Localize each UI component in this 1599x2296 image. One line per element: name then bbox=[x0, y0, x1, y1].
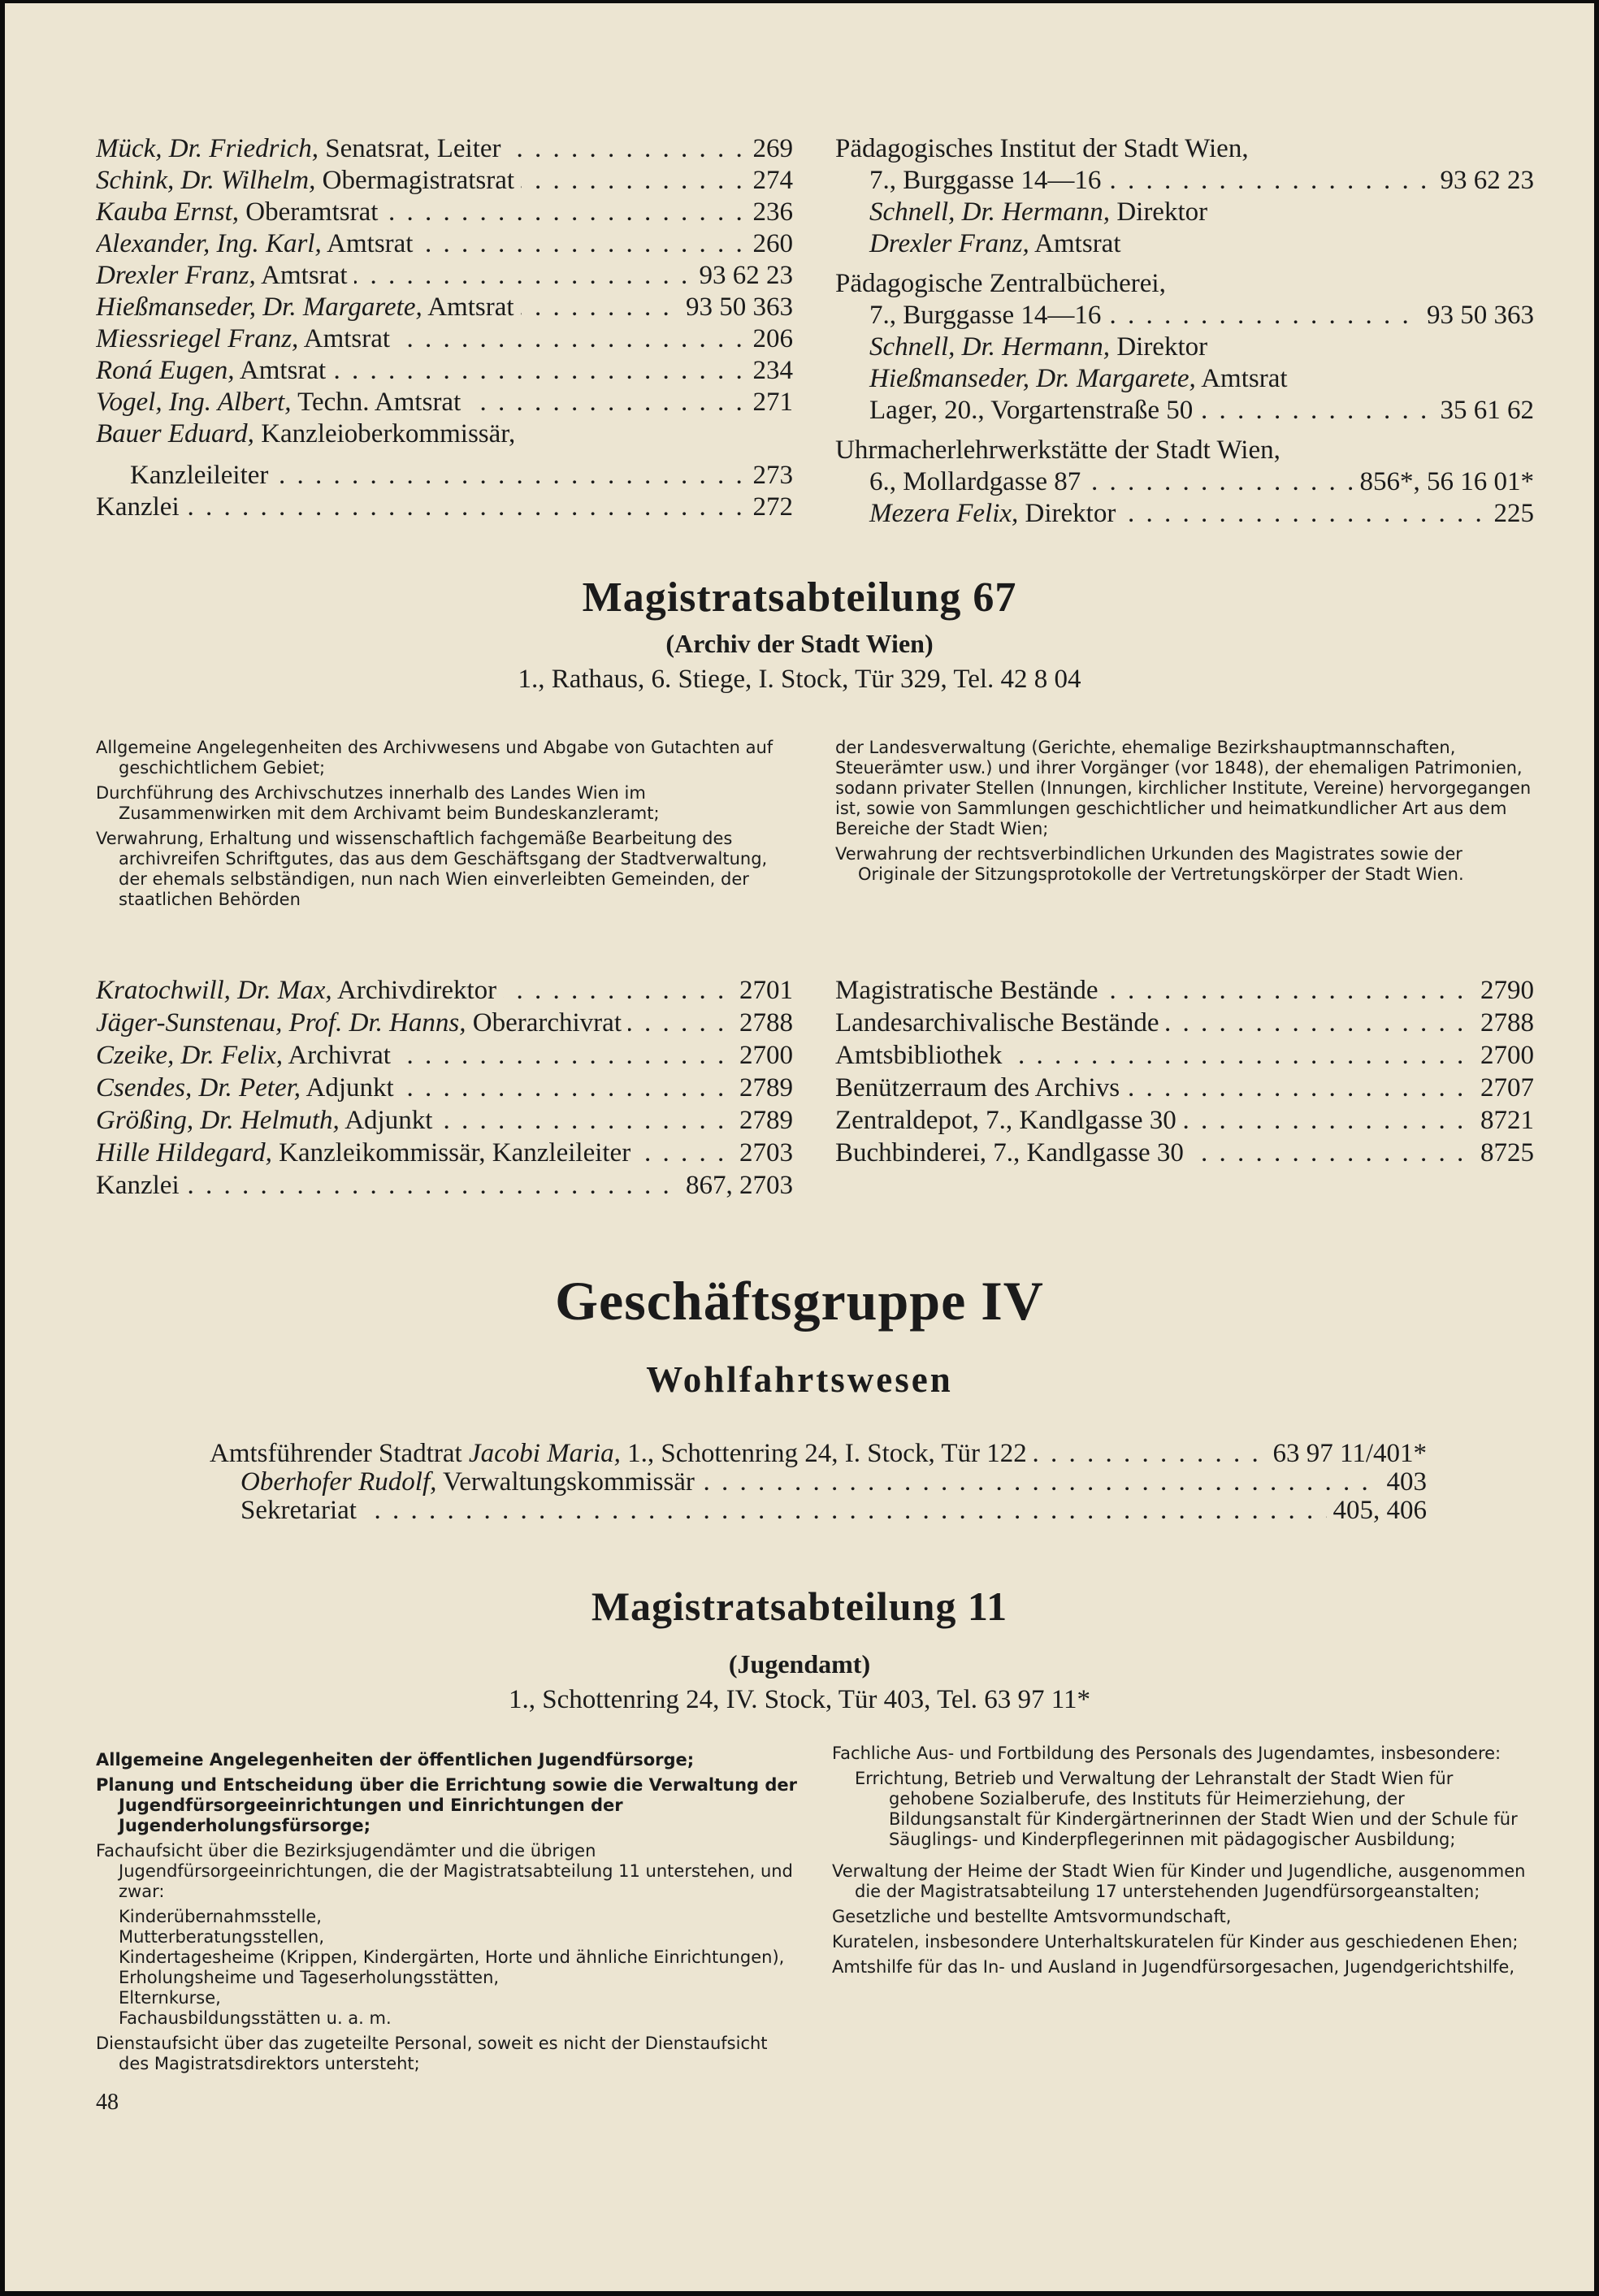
entry-number: 2703 bbox=[733, 1137, 793, 1169]
gg4-title: Geschäftsgruppe IV bbox=[555, 1270, 1044, 1332]
entry-number: 8721 bbox=[1474, 1104, 1534, 1137]
entry-row bbox=[96, 197, 793, 228]
entry-number: 206 bbox=[747, 323, 794, 355]
entry-label bbox=[835, 1039, 1008, 1072]
entry-text: Adjunkt bbox=[339, 1106, 433, 1135]
entry-row bbox=[96, 974, 793, 1007]
entry-name: Hille Hildegard, bbox=[96, 1138, 272, 1167]
entry-row bbox=[835, 300, 1534, 331]
entry-label bbox=[835, 1104, 1183, 1137]
ma11-duties-left bbox=[96, 1750, 800, 2079]
entry-text: Magistratische Bestände bbox=[835, 976, 1098, 1005]
entry-text: Zentraldepot, 7., Kandlgasse 30 bbox=[835, 1106, 1176, 1135]
top-right-list bbox=[835, 133, 1534, 530]
entry-label bbox=[835, 268, 1172, 300]
entry-text: Lager, 20., Vorgartenstraße 50 bbox=[869, 396, 1194, 425]
entry-row bbox=[96, 1137, 793, 1169]
entry-label bbox=[96, 492, 186, 523]
entry-name: Bauer Eduard, bbox=[96, 419, 254, 448]
entry-row bbox=[96, 228, 793, 260]
entry-text: Oberamtsrat bbox=[239, 197, 379, 227]
entry-label bbox=[96, 460, 275, 492]
entry-row bbox=[96, 355, 793, 387]
entry-label bbox=[96, 323, 396, 355]
ma67-staff-right bbox=[835, 974, 1534, 1169]
gg4-subtitle: Wohlfahrtswesen bbox=[646, 1359, 953, 1400]
duty: Planung und Entscheidung über die Errichtung sowie die Verwaltung der Jugendfürsorgeeinrichtungen und Einrichtungen der Jugenderholungsfürsorge; bbox=[96, 1775, 798, 1835]
entry-text: Kanzleikommissär, Kanzleileiter bbox=[271, 1138, 631, 1167]
entry-number: 2700 bbox=[1474, 1039, 1534, 1072]
entry-prefix: Amtsführender Stadtrat bbox=[210, 1440, 469, 1468]
ma67-duties-left bbox=[96, 738, 791, 915]
entry-label bbox=[835, 1137, 1190, 1169]
entry-name: Mezera Felix, bbox=[869, 499, 1019, 528]
entry-text: Direktor bbox=[1110, 332, 1208, 362]
entry-number: 867, 2703 bbox=[679, 1169, 793, 1202]
entry-label bbox=[835, 498, 1122, 530]
entry-text: Archivdirektor bbox=[332, 976, 497, 1005]
entry-name: Roná Eugen, bbox=[96, 356, 235, 385]
entry-label bbox=[835, 197, 1214, 228]
entry-row bbox=[835, 197, 1534, 228]
entry-label bbox=[835, 974, 1105, 1007]
page-number: 48 bbox=[96, 2090, 119, 2115]
duty: Amtshilfe für das In- und Ausland in Jugendfürsorgesachen, Jugendgerichtshilfe, bbox=[832, 1957, 1515, 1977]
entry-row bbox=[96, 460, 793, 492]
entry-text: Verwaltungskommissär bbox=[436, 1468, 695, 1497]
entry-label bbox=[835, 363, 1294, 395]
entry-text: 1., Schottenring 24, I. Stock, Tür 122 bbox=[620, 1440, 1027, 1468]
entry-text: Obermagistratsrat bbox=[315, 166, 515, 195]
entry-label bbox=[835, 133, 1255, 165]
entry-label bbox=[835, 1007, 1166, 1039]
entry-row bbox=[835, 228, 1534, 260]
entry-text: Amtsrat bbox=[255, 261, 348, 290]
entry-name: Drexler Franz, bbox=[96, 261, 256, 290]
entry-text: Buchbinderei, 7., Kandlgasse 30 bbox=[835, 1138, 1184, 1167]
entry-label bbox=[96, 1039, 397, 1072]
entry-number: 272 bbox=[747, 492, 794, 523]
entry-label bbox=[835, 300, 1107, 331]
entry-label bbox=[835, 228, 1128, 260]
entry-text: Senatsrat, Leiter bbox=[318, 134, 501, 163]
entry-label bbox=[96, 228, 419, 260]
entry-label bbox=[96, 387, 467, 418]
entry-name: Schink, Dr. Wilhelm, bbox=[96, 166, 316, 195]
entry-name: Miessriegel Franz, bbox=[96, 324, 299, 353]
entry-name: Mück, Dr. Friedrich, bbox=[96, 134, 319, 163]
entry-label bbox=[96, 355, 332, 387]
entry-text: Sekretariat bbox=[240, 1497, 357, 1525]
entry-name: Csendes, Dr. Peter, bbox=[96, 1073, 301, 1103]
duty-sub: Kinderübernahmsstelle, bbox=[119, 1907, 322, 1926]
entry-number: 225 bbox=[1488, 498, 1535, 530]
entry-row bbox=[835, 466, 1534, 498]
entry-text: Kanzlei bbox=[96, 1171, 180, 1200]
entry-text: Amtsrat bbox=[1029, 229, 1121, 258]
entry-row bbox=[96, 418, 793, 450]
entry-row bbox=[96, 1169, 793, 1202]
entry-row bbox=[835, 1137, 1534, 1169]
entry-text: Amtsrat bbox=[422, 292, 514, 322]
entry-text: 6., Mollardgasse 87 bbox=[869, 467, 1081, 496]
duty: Kuratelen, insbesondere Unterhaltskuratelen für Kinder aus geschiedenen Ehen; bbox=[832, 1932, 1519, 1952]
entry-label bbox=[96, 165, 521, 197]
entry-row bbox=[835, 331, 1534, 363]
entry-number: 63 97 11/401* bbox=[1267, 1440, 1427, 1468]
duty-sub: Kindertagesheime (Krippen, Kindergärten, Horte und ähnliche Einrichtungen), bbox=[119, 1947, 785, 1967]
entry-row bbox=[96, 292, 793, 323]
entry-text: Landesarchivalische Bestände bbox=[835, 1008, 1159, 1038]
entry-name: Alexander, Ing. Karl, bbox=[96, 229, 322, 258]
entry-row bbox=[835, 133, 1534, 165]
entry-row bbox=[96, 387, 793, 418]
ma67-title: Magistratsabteilung 67 bbox=[582, 574, 1017, 621]
entry-number: 271 bbox=[747, 387, 794, 418]
entry-label bbox=[96, 260, 354, 292]
entry-label bbox=[96, 1104, 439, 1137]
entry-number: 2707 bbox=[1474, 1072, 1534, 1104]
entry-number: 269 bbox=[747, 133, 794, 165]
entry-label bbox=[835, 165, 1107, 197]
duty-sub: Elternkurse, bbox=[119, 1988, 221, 2008]
entry-row bbox=[835, 1007, 1534, 1039]
entry-name: Jacobi Maria, bbox=[468, 1440, 621, 1468]
entry-name: Oberhofer Rudolf, bbox=[240, 1468, 437, 1497]
entry-text: Amtsrat bbox=[298, 324, 391, 353]
ma11-title: Magistratsabteilung 11 bbox=[591, 1583, 1008, 1629]
entry-number: 273 bbox=[747, 460, 794, 492]
entry-text: Uhrmacherlehrwerkstätte der Stadt Wien, bbox=[835, 435, 1280, 465]
entry-name: Hießmanseder, Dr. Margarete, bbox=[869, 364, 1196, 393]
entry-number: 856*, 56 16 01* bbox=[1354, 466, 1535, 498]
entry-row bbox=[835, 498, 1534, 530]
entry-text: Adjunkt bbox=[301, 1073, 394, 1103]
entry-text: Amtsrat bbox=[1195, 364, 1288, 393]
entry-row bbox=[835, 435, 1534, 466]
entry-name: Hießmanseder, Dr. Margarete, bbox=[96, 292, 422, 322]
entry-label bbox=[96, 974, 503, 1007]
ma11-address: 1., Schottenring 24, IV. Stock, Tür 403, Tel. 63 97 11* bbox=[508, 1685, 1091, 1714]
entry-label bbox=[96, 1169, 186, 1202]
entry-name: Kratochwill, Dr. Max, bbox=[96, 976, 332, 1005]
duty-sub: Fachausbildungsstätten u. a. m. bbox=[119, 2008, 392, 2028]
duty: Verwaltung der Heime der Stadt Wien für Kinder und Jugendliche, ausgenommen die der Magistratsabteilung 17 unterstehenden Jugendfürsorgeanstalten; bbox=[832, 1861, 1526, 1901]
entry-row bbox=[210, 1468, 1427, 1497]
entry-row bbox=[96, 1007, 793, 1039]
duty: Gesetzliche und bestellte Amtsvormundschaft, bbox=[832, 1907, 1232, 1926]
entry-label bbox=[96, 133, 508, 165]
entry-label bbox=[96, 1007, 628, 1039]
top-left-list bbox=[96, 133, 793, 523]
entry-row bbox=[96, 165, 793, 197]
entry-text: Kanzleileiter bbox=[130, 461, 269, 490]
entry-row bbox=[835, 363, 1534, 395]
entry-text: Direktor bbox=[1110, 197, 1208, 227]
entry-text: Amtsrat bbox=[234, 356, 327, 385]
entry-text: Amtsbibliothek bbox=[835, 1041, 1003, 1070]
entry-label bbox=[210, 1440, 1034, 1468]
entry-text: Amtsrat bbox=[321, 229, 414, 258]
entry-label bbox=[96, 197, 384, 228]
entry-name: Jäger-Sunstenau, Prof. Dr. Hanns, bbox=[96, 1008, 466, 1038]
entry-number: 2700 bbox=[733, 1039, 793, 1072]
entry-row bbox=[835, 1039, 1534, 1072]
ma67-staff-left bbox=[96, 974, 793, 1202]
entry-text: Kanzlei bbox=[96, 492, 180, 522]
entry-name: Größing, Dr. Helmuth, bbox=[96, 1106, 340, 1135]
entry-label bbox=[96, 1072, 401, 1104]
entry-text: Direktor bbox=[1018, 499, 1116, 528]
entry-name: Kauba Ernst, bbox=[96, 197, 240, 227]
ma67-duties-right bbox=[835, 738, 1534, 890]
ma67-subtitle: (Archiv der Stadt Wien) bbox=[665, 629, 934, 658]
duty: Fachaufsicht über die Bezirksjugendämter und die übrigen Jugendfürsorgeeinrichtungen, die der Magistratsabteilung 11 unterstehen, und zwar: bbox=[96, 1841, 793, 1901]
entry-row bbox=[210, 1497, 1427, 1525]
duty: Dienstaufsicht über das zugeteilte Personal, soweit es nicht der Dienstaufsicht des Magistratsdirektors untersteht; bbox=[96, 2034, 768, 2073]
entry-label bbox=[835, 435, 1287, 466]
entry-text: Archivrat bbox=[283, 1041, 391, 1070]
ma67-address: 1., Rathaus, 6. Stiege, I. Stock, Tür 329, Tel. 42 8 04 bbox=[518, 665, 1081, 694]
entry-name: Schnell, Dr. Hermann, bbox=[869, 197, 1111, 227]
entry-name: Vogel, Ing. Albert, bbox=[96, 388, 292, 417]
entry-text: 7., Burggasse 14—16 bbox=[869, 166, 1102, 195]
entry-number: 274 bbox=[747, 165, 794, 197]
entry-number: 35 61 62 bbox=[1434, 395, 1535, 427]
entry-number: 260 bbox=[747, 228, 794, 260]
duty: Durchführung des Archivschutzes innerhalb des Landes Wien im Zusammenwirken mit dem Archivamt beim Bundeskanzleramt; bbox=[96, 783, 660, 823]
entry-name: Czeike, Dr. Felix, bbox=[96, 1041, 284, 1070]
duty-continuation: der Landesverwaltung (Gerichte, ehemalige Bezirkshauptmannschaften, Steuerämter usw.) und ihrer Vorgänger (vor 1848), der ehemaligen Patrimonien, sodann privater Stellen (Innungen, kirchlicher Institute, Vereine) hervorgegangen ist, sowie von Sammlungen geschichtlicher und heimatkundlicher Art aus dem Bereiche der Stadt Wien; bbox=[835, 738, 1532, 838]
entry-number: 403 bbox=[1380, 1468, 1428, 1497]
entry-label bbox=[210, 1497, 363, 1525]
entry-number: 2788 bbox=[733, 1007, 793, 1039]
duty-sub: Erholungsheime und Tageserholungsstätten, bbox=[119, 1968, 500, 1987]
entry-number: 93 50 363 bbox=[1420, 300, 1534, 331]
entry-number: 93 50 363 bbox=[679, 292, 793, 323]
entry-text: Oberarchivrat bbox=[466, 1008, 622, 1038]
entry-number: 236 bbox=[747, 197, 794, 228]
entry-label bbox=[835, 466, 1087, 498]
entry-row bbox=[96, 1039, 793, 1072]
entry-label bbox=[835, 1072, 1126, 1104]
entry-number: 8725 bbox=[1474, 1137, 1534, 1169]
entry-text: Kanzleioberkommissär, bbox=[254, 419, 516, 448]
entry-text: Pädagogisches Institut der Stadt Wien, bbox=[835, 134, 1249, 163]
entry-row bbox=[210, 1440, 1427, 1468]
entry-number: 405, 406 bbox=[1327, 1497, 1428, 1525]
duty-sub: Errichtung, Betrieb und Verwaltung der Lehranstalt der Stadt Wien für gehobene Sozialberufe, des Instituts für Heimerziehung, der Bildungsanstalt für Kindergärtnerinnen der Stadt Wien und der Schule für Säuglings- und Kinderpflegerinnen mit pädagogischer Ausbildung; bbox=[855, 1769, 1518, 1849]
entry-number: 2701 bbox=[733, 974, 793, 1007]
entry-label bbox=[96, 292, 521, 323]
entry-row bbox=[835, 1072, 1534, 1104]
entry-number: 93 62 23 bbox=[693, 260, 794, 292]
duty: Fachliche Aus- und Fortbildung des Personals des Jugendamtes, insbesondere: bbox=[832, 1744, 1502, 1763]
entry-number: 234 bbox=[747, 355, 794, 387]
entry-row bbox=[96, 1072, 793, 1104]
entry-label bbox=[835, 395, 1199, 427]
entry-row bbox=[835, 395, 1534, 427]
duty: Allgemeine Angelegenheiten des Archivwesens und Abgabe von Gutachten auf geschichtlichem Gebiet; bbox=[96, 738, 774, 778]
entry-text: Benützerraum des Archivs bbox=[835, 1073, 1120, 1103]
entry-label bbox=[96, 1137, 637, 1169]
entry-row bbox=[96, 323, 793, 355]
gg4-contacts bbox=[210, 1440, 1427, 1525]
duty: Verwahrung der rechtsverbindlichen Urkunden des Magistrates sowie der Originale der Sitzungsprotokolle der Vertretungskörper der Stadt Wien. bbox=[835, 844, 1464, 884]
entry-number: 2788 bbox=[1474, 1007, 1534, 1039]
entry-text: Pädagogische Zentralbücherei, bbox=[835, 269, 1166, 298]
entry-number: 2789 bbox=[733, 1104, 793, 1137]
entry-number: 2790 bbox=[1474, 974, 1534, 1007]
duty-sub: Mutterberatungsstellen, bbox=[119, 1927, 324, 1947]
entry-name: Schnell, Dr. Hermann, bbox=[869, 332, 1111, 362]
entry-number: 2789 bbox=[733, 1072, 793, 1104]
ma11-duties-right bbox=[832, 1744, 1534, 1982]
entry-row bbox=[835, 974, 1534, 1007]
ma11-subtitle: (Jugendamt) bbox=[728, 1649, 871, 1679]
entry-row bbox=[835, 268, 1534, 300]
entry-label bbox=[96, 418, 522, 450]
document-page bbox=[5, 3, 1594, 2291]
duty: Allgemeine Angelegenheiten der öffentlichen Jugendfürsorge; bbox=[96, 1750, 695, 1770]
entry-row bbox=[96, 1104, 793, 1137]
entry-row bbox=[96, 492, 793, 523]
entry-row bbox=[96, 133, 793, 165]
entry-text: 7., Burggasse 14—16 bbox=[869, 301, 1102, 330]
entry-label bbox=[835, 331, 1214, 363]
entry-row bbox=[835, 1104, 1534, 1137]
entry-text: Techn. Amtsrat bbox=[291, 388, 462, 417]
entry-row bbox=[835, 165, 1534, 197]
entry-row bbox=[96, 260, 793, 292]
entry-label bbox=[210, 1468, 701, 1497]
entry-number: 93 62 23 bbox=[1434, 165, 1535, 197]
duty: Verwahrung, Erhaltung und wissenschaftlich fachgemäße Bearbeitung des archivreifen Schriftgutes, das aus dem Geschäftsgang der Stadtverwaltung, der ehemals selbständigen, nun nach Wien einverleibten Gemeinden, der staatlichen Behörden bbox=[96, 829, 768, 909]
entry-name: Drexler Franz, bbox=[869, 229, 1029, 258]
